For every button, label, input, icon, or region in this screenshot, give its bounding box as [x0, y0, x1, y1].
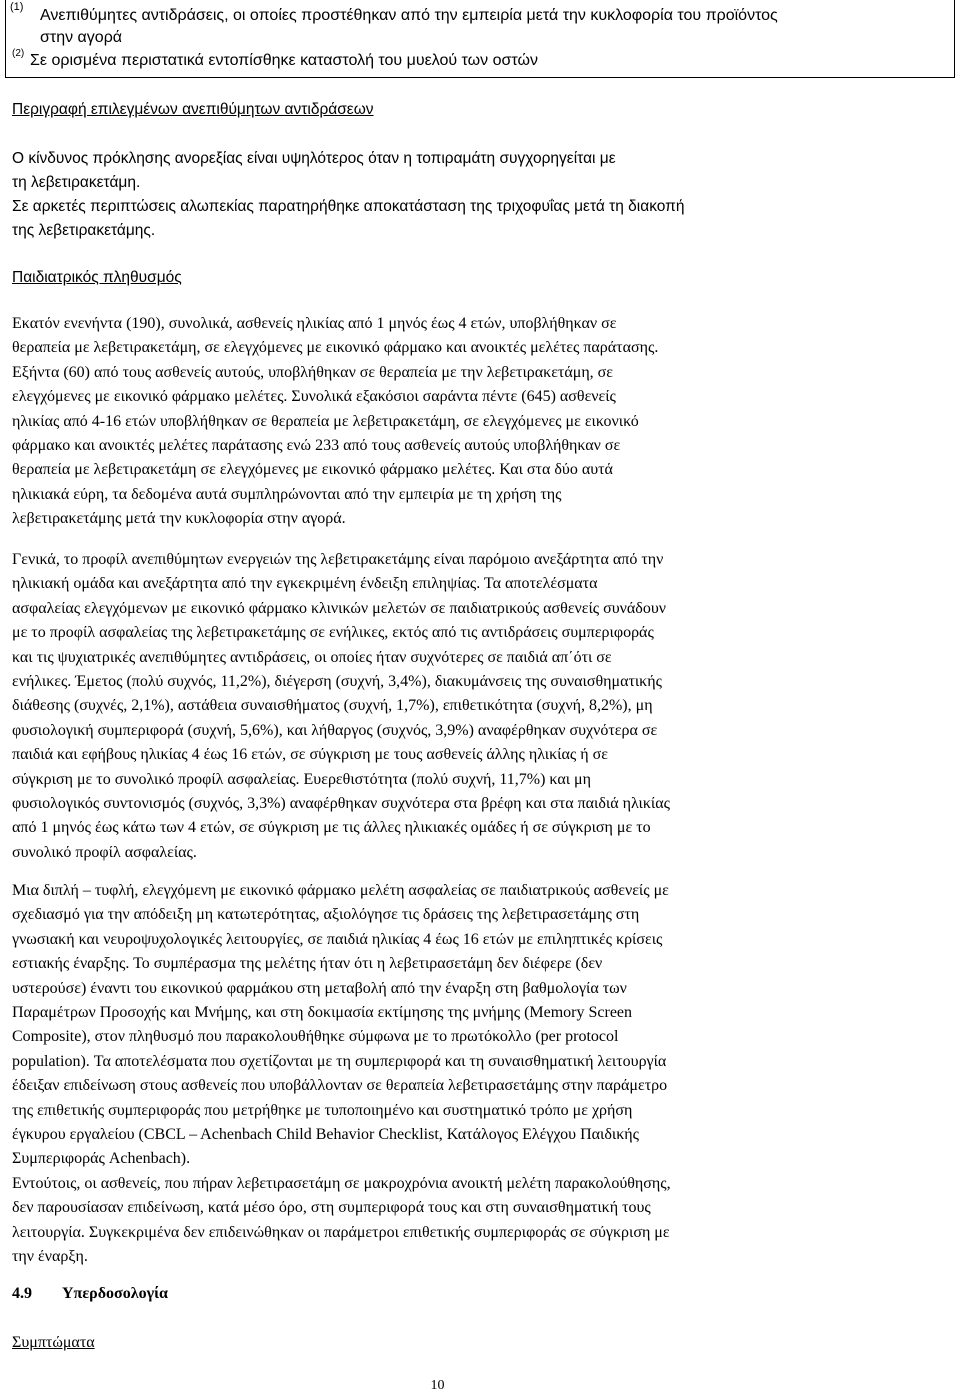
paragraph-line: ενήλικες. Έμετος (πολύ συχνός, 11,2%), διέγερση (συχνή, 3,4%), διακυμάνσεις της συναισθηματικής: [12, 673, 662, 691]
paragraph-pediatric-2: [12, 548, 942, 865]
paragraph-line: Εντούτοις, οι ασθενείς, που πήραν λεβετιρασετάμη σε μακροχρόνια ανοικτή μελέτη παρακολούθησης,: [12, 1174, 671, 1192]
paragraph-line: συνολικό προφίλ ασφαλείας.: [12, 843, 197, 861]
paragraph-line: την έναρξη.: [12, 1248, 88, 1266]
paragraph-line: population). Τα αποτελέσματα που σχετίζονται με τη συμπεριφορά και τη συναισθηματική λειτουργία: [12, 1052, 667, 1070]
paragraph-line: Γενικά, το προφίλ ανεπιθύμητων ενεργειών της λεβετιρακετάμης είναι παρόμοιο ανεξάρτητα από την: [12, 551, 664, 568]
footnote-1-text-cont: στην αγορά: [40, 29, 123, 46]
section-heading-overdose: [12, 1285, 168, 1303]
paragraph-line: ηλικιακή ομάδα και ανεξάρτητα από την εγκεκριμένη ένδειξη επιληψίας. Τα αποτελέσματα: [12, 575, 598, 593]
paragraph-line: γνωσιακή και νευροψυχολογικές λειτουργίες, σε παιδιά ηλικίας 4 έως 16 ετών με επιληπτικές κρίσεις: [12, 930, 663, 948]
paragraph-pediatric-1: [12, 312, 942, 532]
paragraph-line: υστερούσε) έναντι του εικονικού φαρμάκου στη μεταβολή από την έναρξη στη βαθμολογία των: [12, 979, 627, 997]
paragraph-pediatric-3: [12, 879, 942, 1270]
paragraph-line: παιδιά και εφήβους ηλικίας 4 έως 16 ετών, σε σύγκριση με τους ασθενείς άλλης ηλικίας ή σε: [12, 746, 608, 764]
section-number: 4.9: [12, 1285, 32, 1302]
paragraph-line: Συμπεριφοράς Achenbach).: [12, 1150, 191, 1168]
paragraph-line: δεν παρουσίασαν επιδείνωση, κατά μέσο όρο, στη συμπεριφορά τους και στη συναισθηματική τους: [12, 1199, 651, 1217]
section-title-pediatric: Παιδιατρικός πληθυσμός: [12, 269, 182, 286]
paragraph-line: της επιθετικής συμπεριφοράς που μετρήθηκε με τυποποιημένο και συστηματικό τρόπο με χρήση: [12, 1101, 633, 1119]
paragraph-line: σύγκριση με το συνολικό προφίλ ασφαλείας. Ευερεθιστότητα (πολύ συχνή, 11,7%) και μη: [12, 770, 591, 788]
paragraph-line: λεβετιρακετάμης μετά την κυκλοφορία στην αγορά.: [12, 510, 346, 528]
paragraph-line: από 1 μηνός έως κάτω των 4 ετών, σε σύγκριση με τις άλλες ηλικιακές ομάδες ή σε σύγκριση με το: [12, 819, 651, 837]
paragraph-line: διάθεσης (συχνές, 2,1%), αστάθεια συναισθήματος (συχνή, 1,7%), επιθετικότητα (συχνή, 8,2%), μη: [12, 697, 653, 715]
footnote-1-text: Ανεπιθύμητες αντιδράσεις, οι οποίες προστέθηκαν από την εμπειρία μετά την κυκλοφορία του προϊόντος: [40, 7, 778, 24]
paragraph-line: τη λεβετιρακετάμη.: [12, 174, 141, 191]
paragraph-line: Σε αρκετές περιπτώσεις αλωπεκίας παρατηρήθηκε αποκατάσταση της τριχοφυΐας μετά τη διακοπή: [12, 198, 685, 215]
paragraph-line: εστιακής έναρξης. Το συμπέρασμα της μελέτης ήταν ότι η λεβετιρασετάμη δεν διέφερε (δεν: [12, 955, 603, 973]
paragraph-line: Ο κίνδυνος πρόκλησης ανορεξίας είναι υψηλότερος όταν η τοπιραμάτη συγχορηγείται με: [12, 150, 616, 167]
paragraph-line: φάρμακο και ανοικτές μελέτες παράτασης ενώ 233 από τους ασθενείς αυτούς υποβλήθηκαν σε: [12, 437, 621, 455]
footnote-2-text: Σε ορισμένα περιστατικά εντοπίσθηκε καταστολή του μυελού των οστών: [30, 52, 538, 69]
paragraph-line: Μια διπλή – τυφλή, ελεγχόμενη με εικονικό φάρμακο μελέτη ασφαλείας σε παιδιατρικούς ασθενείς με: [12, 882, 669, 899]
paragraph-line: Παραμέτρων Προσοχής και Μνήμης, και στη δοκιμασία εκτίμησης της μνήμης (Memory Screen: [12, 1004, 633, 1022]
paragraph-line: Εξήντα (60) από τους ασθενείς αυτούς, υποβλήθηκαν σε θεραπεία με την λεβετιρακετάμη, σε: [12, 363, 614, 381]
footnote-1-mark: (1): [10, 1, 24, 13]
paragraph-line: με το προφίλ ασφαλείας της λεβετιρακετάμης σε ενήλικες, εκτός από τις αντιδράσεις συμπεριφοράς: [12, 624, 654, 642]
paragraph-line: φυσιολογικός συντονισμός (συχνός, 3,3%) αναφέρθηκαν συχνότερα στα βρέφη και στα παιδιά ηλικίας: [12, 795, 670, 813]
paragraph-line: ασφαλείας ελεγχόμενων με εικονικό φάρμακο κλινικών μελετών σε παιδιατρικούς ασθενείς συνάδουν: [12, 599, 666, 617]
footnote-2-mark: (2): [12, 48, 25, 59]
subsection-title-symptoms: Συμπτώματα: [12, 1334, 95, 1351]
paragraph-line: ελεγχόμενες με εικονικό φάρμακο μελέτες. Συνολικά εξακόσιοι σαράντα πέντε (645) ασθενείς: [12, 388, 616, 406]
paragraph-line: θεραπεία με λεβετιρακετάμη, σε ελεγχόμενες με εικονικό φάρμακο και ανοικτές μελέτες παράτασης.: [12, 339, 659, 357]
paragraph-line: ηλικιακά εύρη, τα δεδομένα αυτά συμπληρώνονται από την εμπειρία με τη χρήση της: [12, 485, 562, 503]
paragraph-line: Εκατόν ενενήντα (190), συνολικά, ασθενείς ηλικίας από 1 μηνός έως 4 ετών, υποβλήθηκαν σε: [12, 315, 617, 332]
section-title-adverse-reactions: Περιγραφή επιλεγμένων ανεπιθύμητων αντιδράσεων: [12, 101, 374, 118]
page-number: 10: [430, 1378, 445, 1393]
paragraph-line: σχεδιασμό για την απόδειξη μη κατωτερότητας, αξιολόγησε τις δράσεις της λεβετιρασετάμης στη: [12, 906, 640, 924]
paragraph-line: έγκυρου εργαλείου (CBCL – Achenbach Child Behavior Checklist, Κατάλογος Ελέγχου Παιδικής: [12, 1126, 639, 1144]
paragraph-line: της λεβετιρακετάμης.: [12, 222, 156, 239]
paragraph-line: έδειξαν επιδείνωση στους ασθενείς που υποβάλλονταν σε θεραπεία λεβετιρασετάμης στην παράμετρο: [12, 1077, 668, 1095]
paragraph-line: φυσιολογική συμπεριφορά (συχνή, 5,6%), και λήθαργος (συχνός, 3,9%) αναφέρθηκαν συχνότερα σε: [12, 721, 658, 739]
paragraph-line: και τις ψυχιατρικές ανεπιθύμητες αντιδράσεις, οι οποίες ήταν συχνότερες σε παιδιά απ΄ότι σε: [12, 648, 612, 666]
paragraph-line: ηλικίας από 4-16 ετών υποβλήθηκαν σε θεραπεία με λεβετιρακετάμη, σε ελεγχόμενες με εικονικό: [12, 412, 639, 430]
paragraph-line: λειτουργία. Συγκεκριμένα δεν επιδεινώθηκαν οι παράμετροι επιθετικής συμπεριφοράς σε σύγκριση με: [12, 1223, 670, 1241]
paragraph-line: Composite), στον πληθυσμό που παρακολουθήθηκε σύμφωνα με το πρωτόκολλο (per protocol: [12, 1028, 619, 1046]
section-heading-title: Υπερδοσολογία: [62, 1285, 168, 1302]
paragraph-line: θεραπεία με λεβετιρακετάμη σε ελεγχόμενες με εικονικό φάρμακο μελέτες. Και στα δύο αυτά: [12, 461, 613, 479]
